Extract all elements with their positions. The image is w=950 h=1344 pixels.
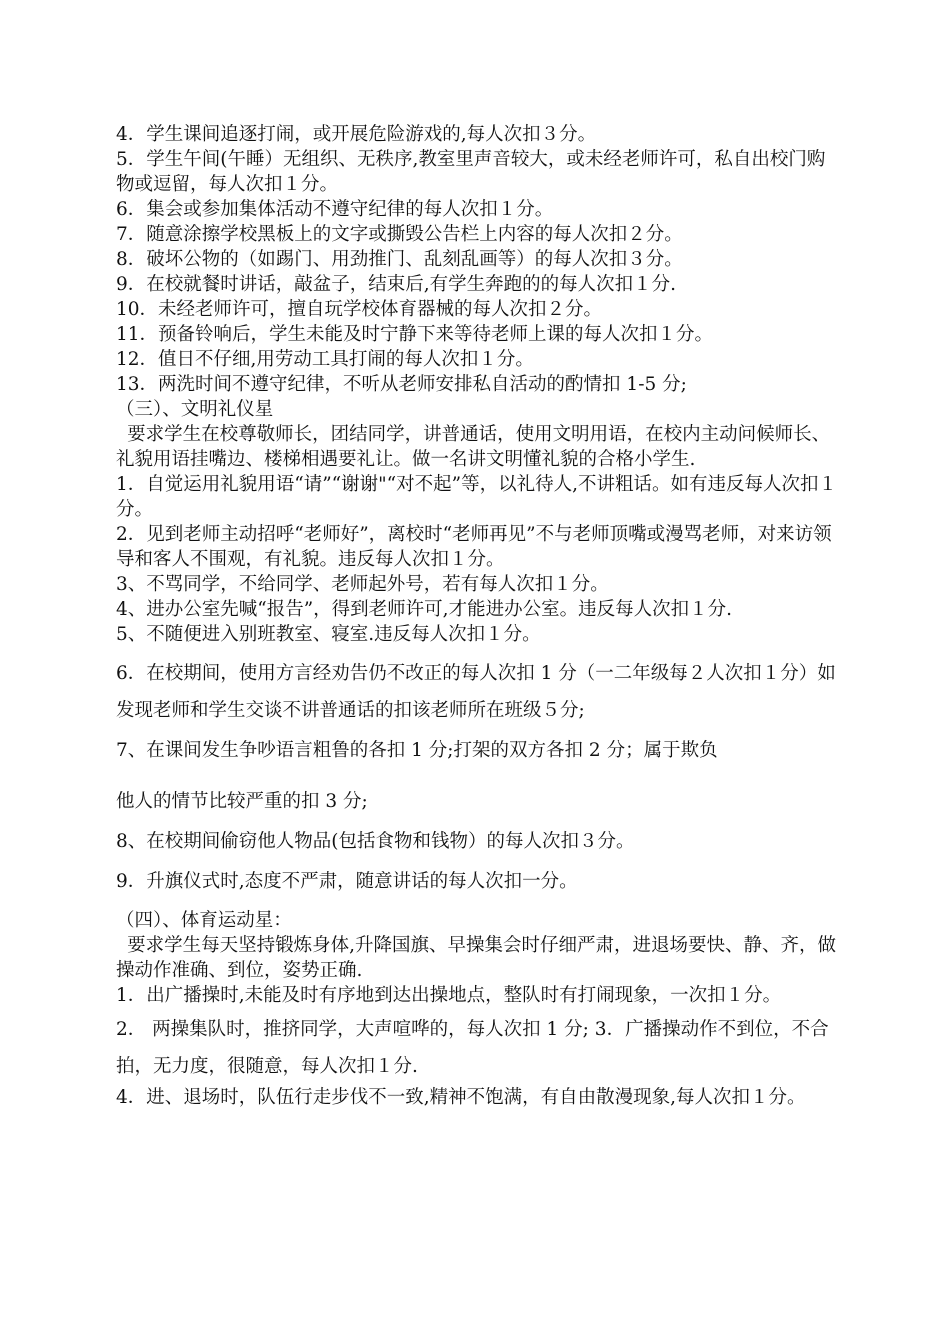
rule-line: 8、在校期间偷窃他人物品(包括食物和钱物）的每人次扣３分。 — [116, 831, 635, 852]
rule-line: 4．学生课间追逐打闹，或开展危险游戏的,每人次扣３分。 — [116, 124, 597, 145]
rule-line: 10．未经老师许可，擅自玩学校体育器械的每人次扣２分。 — [116, 299, 603, 320]
rule-line: 9．升旗仪式时,态度不严肃，随意讲话的每人次扣一分。 — [116, 871, 578, 892]
rule-line: 5．学生午间(午睡）无组织、无秩序,教室里声音较大，或未经老师许可，私自出校门购物或逗留，每人次扣１分。 — [116, 149, 826, 195]
rule-line: 4．进、退场时，队伍行走步伐不一致,精神不饱满，有自由散漫现象,每人次扣１分。 — [116, 1087, 806, 1108]
rule-line: 7．随意涂擦学校黑板上的文字或撕毁公告栏上内容的每人次扣２分。 — [116, 224, 683, 245]
rule-line: 2． 两操集队时，推挤同学，大声喧哗的，每人次扣 1 分; 3．广播操动作不到位，不合拍，无力度，很随意，每人次扣１分. — [116, 1019, 829, 1077]
section-heading: （四）、体育运动星： — [116, 910, 292, 931]
rule-line: 7、在课间发生争吵语言粗鲁的各扣 1 分;打架的双方各扣 2 分；属于欺负 — [116, 740, 718, 761]
rule-line: 1．出广播操时,未能及时有序地到达出操地点，整队时有打闹现象，一次扣１分。 — [116, 985, 782, 1006]
rule-line: 11．预备铃响后，学生未能及时宁静下来等待老师上课的每人次扣１分。 — [116, 324, 714, 345]
section-intro: 要求学生每天坚持锻炼身体,升降国旗、早操集会时仔细严肃，进退场要快、静、齐，做操动作准确、到位，姿势正确. — [116, 935, 836, 981]
rule-line: 9．在校就餐时讲话，敲盆子，结束后,有学生奔跑的的每人次扣１分. — [116, 274, 677, 295]
rule-line: 1．自觉运用礼貌用语“请”“谢谢"“对不起”等，以礼待人,不讲粗话。如有违反每人次扣１分。 — [116, 474, 837, 520]
rule-line: 3、不骂同学，不给同学、老师起外号，若有每人次扣１分。 — [116, 574, 609, 595]
rule-line-continuation: 他人的情节比较严重的扣 3 分; — [116, 791, 368, 812]
rule-line: 6．在校期间，使用方言经劝告仍不改正的每人次扣 1 分（一二年级每２人次扣１分）如发现老师和学生交谈不讲普通话的扣该老师所在班级５分; — [116, 663, 836, 721]
rule-line: 8．破坏公物的（如踢门、用劲推门、乱刻乱画等）的每人次扣３分。 — [116, 249, 683, 270]
section-heading: （三）、文明礼仪星 — [116, 399, 274, 420]
rule-line: 6．集会或参加集体活动不遵守纪律的每人次扣１分。 — [116, 199, 554, 220]
rule-line: 13．两洗时间不遵守纪律，不听从老师安排私自活动的酌情扣 1-5 分; — [116, 374, 687, 395]
section-intro: 要求学生在校尊敬师长，团结同学，讲普通话，使用文明用语，在校内主动问候师长、礼貌用语挂嘴边、楼梯相遇要礼让。做一名讲文明懂礼貌的合格小学生. — [116, 424, 831, 470]
document-body — [116, 122, 840, 1110]
rule-line: 4、进办公室先喊“报告”，得到老师许可,才能进办公室。违反每人次扣１分. — [116, 599, 732, 620]
rule-line: 12．值日不仔细,用劳动工具打闹的每人次扣１分。 — [116, 349, 534, 370]
rule-line: 2．见到老师主动招呼“老师好”，离校时“老师再见”不与老师顶嘴或漫骂老师，对来访领导和客人不围观，有礼貌。违反每人次扣１分。 — [116, 524, 832, 570]
rule-line: 5、不随便进入别班教室、寝室.违反每人次扣１分。 — [116, 624, 541, 645]
